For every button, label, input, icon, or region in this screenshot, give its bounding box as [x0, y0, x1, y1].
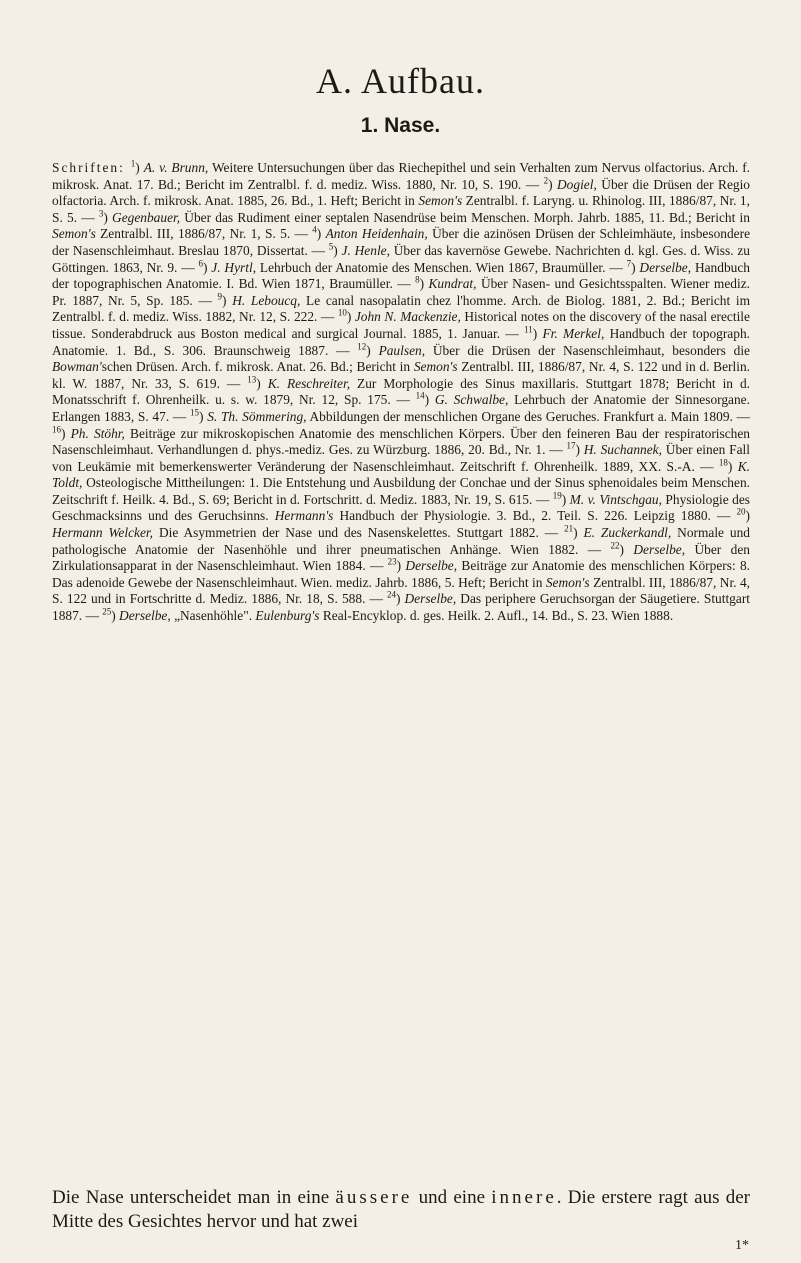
bibliography-lead: Schriften: [52, 160, 131, 175]
reference-text: ) [745, 508, 751, 524]
reference-text: Handbuch der Physiologie. 3. Bd., 2. Teil. S. 226. Leipzig 1880. — [333, 508, 737, 524]
reference-text: ) [256, 375, 268, 391]
reference-author: Paulsen, [378, 342, 426, 358]
reference-text: ) [346, 309, 355, 325]
reference-text: „Nasenhöhle". [170, 608, 256, 624]
reference-number: 20 [736, 507, 746, 517]
reference-text: ) [424, 392, 435, 408]
reference-number: 14 [415, 390, 425, 401]
reference-text: Handbuch der topographischen Anatomie. I. Bd. Wien 1871, Braumüller. — [52, 259, 750, 292]
reference-number: 16 [52, 424, 61, 435]
reference-text: Weitere Untersuchungen über das Riechepithel und sein Verhalten zum Nervus olfactorius. Arch. f. mikrosk. Anat. 17. Bd.; Bericht im Zentralbl. f. d. mediz. Wiss. 1880, Nr. 10, S. 190. — [52, 160, 751, 192]
body-emphasis: äussere [335, 1187, 413, 1208]
reference-author: Semon's [413, 359, 458, 375]
body-text: Die Nase unterscheidet man in eine [52, 1187, 336, 1208]
reference-text: ) [419, 276, 429, 292]
reference-author: Fr. Merkel, [542, 325, 605, 341]
reference-author: M. v. Vintschgau, [569, 491, 662, 507]
reference-author: Semon's [418, 193, 463, 209]
reference-text: ) [532, 325, 543, 341]
reference-number: 13 [247, 374, 257, 385]
reference-text: Zentralbl. III, 1886/87, Nr. 4, S. 122 und in d. Berlin. kl. W. 1887, Nr. 33, S. 619. — [52, 359, 750, 391]
body-text: und eine [412, 1187, 492, 1208]
reference-author: John N. Mackenzie, [354, 309, 461, 325]
reference-text: ) [111, 608, 120, 624]
reference-text: Über Nasen- und Gesichtsspalten. Wiener mediz. Pr. 1887, Nr. 5, Sp. 185. — [52, 276, 750, 308]
reference-text: ) [199, 408, 208, 424]
reference-author: Hermann's [274, 508, 334, 524]
reference-text: ) [103, 209, 113, 225]
reference-text: Abbildungen der menschlichen Organe des Geruches. Frankfurt a. Main 1809. — [306, 408, 750, 424]
reference-text: Normale und pathologische Anatomie der Nasenhöhle und ihrer pneumatischen Anhänge. Wien 1882. — [52, 525, 751, 557]
reference-author: A. v. Brunn, [143, 160, 209, 175]
reference-text: Über die Drüsen der Regio olfactoria. Arch. f. mikrosk. Anat. 1885, 26. Bd., 1. Heft; Bericht in [52, 176, 750, 209]
reference-author: Gegenbauer, [112, 209, 181, 225]
reference-text: ) [727, 458, 738, 474]
reference-text: Historical notes on the discovery of the nasal erectile tissue. Sonderabdruck aus Boston medical and surgical Journal. 1885, 1. Januar. — [52, 309, 750, 341]
reference-number: 4 [312, 224, 317, 235]
reference-author: Hermann Welcker, [52, 525, 154, 541]
reference-text: Zur Morphologie des Sinus maxillaris. Stuttgart 1878; Bericht in d. Monatsschrift f. Ohrenheilk. u. s. w. 1879, Nr. 12, Sp. 175. — [52, 375, 751, 408]
reference-text: Zentralbl. III, 1886/87, Nr. 1, S. 5. — [95, 226, 313, 242]
reference-text: ) [316, 226, 326, 242]
reference-author: Eulenburg's [255, 608, 320, 624]
reference-author: Dogiel, [557, 176, 597, 192]
body-emphasis: innere [491, 1187, 557, 1208]
reference-number: 15 [190, 407, 200, 418]
reference-number: 21 [564, 523, 574, 534]
reference-text: schen Drüsen. Arch. f. mikrosk. Anat. 26. Bd.; Bericht in [101, 359, 414, 375]
reference-author: K. Toldt, [52, 458, 750, 491]
reference-text: Lehrbuch der Anatomie des Menschen. Wien 1867, Braumüller. — [256, 259, 627, 275]
reference-number: 18 [718, 457, 728, 468]
reference-author: S. Th. Sömmering, [207, 408, 307, 424]
reference-text: Über das Rudiment einer septalen Nasendrüse beim Menschen. Morph. Jahrb. 1885, 11. Bd.; Bericht in [180, 209, 750, 225]
reference-text: Über die azinösen Drüsen der Schleimhäute, insbesondere der Nasenschleimhaut. Breslau 1870, Dissertat. — [52, 226, 751, 258]
reference-author: J. Henle, [341, 242, 390, 258]
reference-author: E. Zuckerkandl, [583, 525, 672, 541]
reference-number: 10 [337, 307, 347, 318]
reference-number: 8 [415, 274, 420, 285]
reference-author: Semon's [52, 226, 96, 242]
reference-text: Osteologische Mittheilungen: 1. Die Entstehung und Ausbildung der Conchae und der Sinus sphenoidales beim Menschen. Zeitschrift f. Heilk. 4. Bd., S. 69; Bericht in d. Fortschritt. d. Mediz. 1883, Nr. 19, S. 615. — [52, 475, 750, 507]
reference-number: 24 [386, 589, 396, 600]
reference-number: 7 [626, 258, 632, 269]
reference-text: Über den Zirkulationsapparat in der Nasenschleimhaut. Wien 1884. — [52, 541, 750, 574]
reference-text: Physiologie des Geschmacksinns und des Geruchsinns. [52, 491, 750, 524]
reference-text: Zentralbl. f. Laryng. u. Rhinolog. III, 1886/87, Nr. 1, S. 5. — [52, 193, 750, 225]
reference-number: 11 [524, 324, 533, 335]
reference-number: 5 [328, 241, 334, 252]
reference-author: K. Reschreiter, [267, 375, 351, 391]
reference-author: Derselbe, [639, 259, 692, 275]
signature-mark: 1* [735, 1238, 749, 1253]
reference-text: Real-Encyklop. d. ges. Heilk. 2. Aufl., 14. Bd., S. 23. Wien 1888. [319, 608, 674, 624]
reference-author: H. Suchannek, [583, 442, 662, 458]
reference-text: ) [631, 259, 640, 275]
bibliography-paragraph [52, 160, 750, 625]
reference-text: Zentralbl. III, 1886/87, Nr. 4, S. 122 und in Fortschritte d. Mediz. 1886, Nr. 18, S. 588. — [52, 574, 750, 607]
reference-author: Semon's [545, 574, 590, 590]
reference-text: Das periphere Geruchsorgan der Säugetiere. Stuttgart 1887. — [52, 591, 750, 624]
reference-text: ) [395, 591, 405, 607]
reference-text: ) [561, 491, 570, 507]
reference-text: Beiträge zur Anatomie des menschlichen Körpers: 8. Das adenoide Gewebe der Nasenschleimhaut. Wien. mediz. Jahrb. 1886, 5. Heft; Bericht in [52, 558, 751, 590]
reference-text: Über einen Fall von Leukämie mit bemerkenswerter Veränderung der Nasenschleimhaut. Zeitschrift f. Ohrenheilk. 1889, XX. S.-A. — [52, 442, 750, 474]
reference-text: ) [575, 442, 584, 458]
body-text: . Die erstere ragt aus der Mitte des Gesichtes hervor und hat zwei [52, 1187, 751, 1232]
reference-number: 12 [357, 341, 367, 352]
reference-text: ) [619, 541, 634, 557]
reference-text: ) [61, 425, 71, 441]
reference-author: H. Leboucq, [232, 292, 301, 308]
reference-text: ) [135, 160, 144, 175]
reference-text: ) [573, 525, 584, 541]
reference-number: 22 [610, 540, 620, 551]
reference-text: Die Asymmetrien der Nase und des Nasenskelettes. Stuttgart 1882. — [153, 525, 565, 541]
reference-text: Le canal nasopalatin chez l'homme. Arch. de Biolog. 1881, 2. Bd.; Bericht im Zentralbl. f. d. mediz. Wiss. 1882, Nr. 12, S. 222. — [52, 292, 750, 325]
reference-number: 2 [543, 175, 549, 186]
reference-author: Ph. Stöhr, [70, 425, 125, 441]
reference-text: ) [366, 342, 379, 358]
reference-number: 19 [552, 490, 562, 501]
reference-author: Derselbe, [404, 591, 457, 607]
body-paragraph [52, 1186, 750, 1234]
reference-number: 23 [387, 556, 397, 567]
reference-author: Bowman' [52, 359, 102, 375]
reference-text: ) [396, 558, 406, 574]
reference-text: ) [202, 259, 212, 275]
reference-text: ) [333, 242, 342, 258]
reference-text: ) [548, 176, 558, 192]
reference-number: 9 [217, 291, 223, 302]
reference-author: G. Schwalbe, [434, 392, 509, 408]
section-title: 1. Nase. [360, 114, 441, 137]
reference-number: 25 [102, 606, 112, 617]
reference-text: Über das kavernöse Gewebe. Nachrichten d. kgl. Ges. d. Wiss. zu Göttingen. 1863, Nr. 9. — [52, 242, 750, 275]
reference-text: Über die Drüsen der Nasenschleimhaut, besonders die [425, 342, 750, 358]
reference-text: Beiträge zur mikroskopischen Anatomie des menschlichen Körpers. Über den feineren Bau der respiratorischen Nasenschleimhaut. Verhandlungen d. phys.-mediz. Ges. zu Würzburg. 1886, 20. Bd., Nr. 1. — [52, 425, 751, 458]
reference-number: 1 [130, 158, 136, 169]
reference-author: Kundrat, [428, 276, 477, 292]
reference-author: Derselbe, [119, 608, 171, 624]
reference-text: Handbuch der topograph. Anatomie. 1. Bd., S. 306. Braunschweig 1887. — [52, 325, 750, 358]
reference-author: Derselbe, [405, 558, 458, 574]
reference-text: Lehrbuch der Anatomie der Sinnesorgane. Erlangen 1883, S. 47. — [52, 392, 750, 424]
reference-author: Anton Heidenhain, [325, 226, 428, 242]
reference-number: 17 [566, 440, 576, 451]
reference-author: Derselbe, [633, 541, 686, 557]
chapter-title: A. Aufbau. [316, 61, 485, 101]
reference-text: ) [222, 292, 233, 308]
reference-number: 3 [98, 208, 104, 219]
reference-number: 6 [198, 258, 203, 269]
reference-author: J. Hyrtl, [211, 259, 257, 275]
